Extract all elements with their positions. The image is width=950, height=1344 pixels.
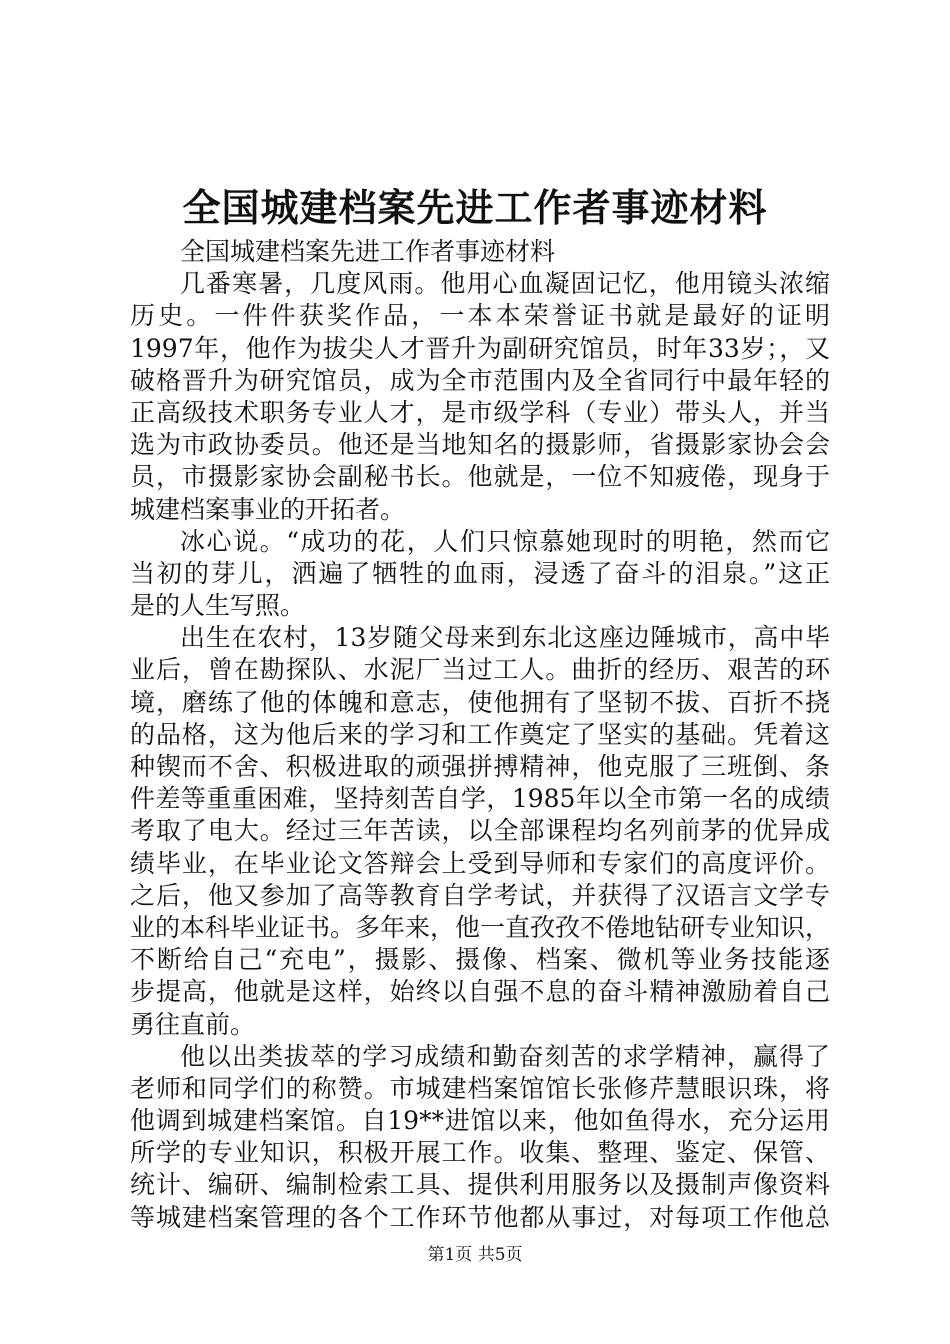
paragraph-line: 破格晋升为研究馆员，成为全市范围内及全省同行中最年轻的 xyxy=(130,365,830,395)
paragraph-line: 正高级技术职务专业人才，是市级学科（专业）带头人，并当 xyxy=(130,397,830,427)
paragraph-line: 城建档案事业的开拓者。 xyxy=(130,494,406,524)
paragraph-line: 的品格，这为他后来的学习和工作奠定了坚实的基础。凭着这 xyxy=(130,719,830,749)
paragraph-line: 1997年，他作为拔尖人才晋升为副研究馆员，时年33岁；，又 xyxy=(130,333,830,363)
paragraph-line: 件差等重重困难，坚持刻苦自学，1985年以全市第一名的成绩 xyxy=(130,784,830,814)
paragraph-line: 业后，曾在勘探队、水泥厂当过工人。曲折的经历、艰苦的环 xyxy=(130,655,830,685)
paragraph-line: 之后，他又参加了高等教育自学考试，并获得了汉语言文学专 xyxy=(130,880,830,910)
paragraph-line: 考取了电大。经过三年苦读，以全部课程均名列前茅的优异成 xyxy=(130,816,830,846)
paragraph-line: 业的本科毕业证书。多年来，他一直孜孜不倦地钻研专业知识， xyxy=(130,912,831,942)
document-title: 全国城建档案先进工作者事迹材料 xyxy=(182,185,768,230)
page-footer: 第1页 共5页 xyxy=(427,1245,523,1265)
paragraph-line: 勇往直前。 xyxy=(130,1009,256,1039)
paragraph-line: 步提高，他就是这样，始终以自强不息的奋斗精神激励着自己 xyxy=(130,977,830,1007)
paragraph-line: 当初的芽儿，洒遍了牺牲的血雨，浸透了奋斗的泪泉。”这正 xyxy=(130,558,830,588)
paragraph-line: 他调到城建档案馆。自19**进馆以来，他如鱼得水，充分运用 xyxy=(130,1106,830,1136)
paragraph-line: 是的人生写照。 xyxy=(130,591,306,621)
paragraph-line: 种锲而不舍、积极进取的顽强拼搏精神，他克服了三班倒、条 xyxy=(130,752,830,781)
paragraph-line: 他以出类拔萃的学习成绩和勤奋刻苦的求学精神，赢得了 xyxy=(180,1041,830,1071)
paragraph-line: 出生在农村，13岁随父母来到东北这座边陲城市，高中毕 xyxy=(180,623,830,653)
paragraph-line: 全国城建档案先进工作者事迹材料 xyxy=(180,237,556,266)
paragraph-line: 等城建档案管理的各个工作环节他都从事过，对每项工作他总 xyxy=(130,1202,830,1232)
paragraph-line: 不断给自己“充电”，摄影、摄像、档案、微机等业务技能逐 xyxy=(130,945,830,975)
document-body xyxy=(130,236,830,1234)
paragraph-line: 绩毕业，在毕业论文答辩会上受到导师和专家们的高度评价。 xyxy=(130,848,830,878)
paragraph-line: 几番寒暑，几度风雨。他用心血凝固记忆，他用镜头浓缩 xyxy=(180,269,830,299)
paragraph-line: 员，市摄影家协会副秘书长。他就是，一位不知疲倦，现身于 xyxy=(130,462,830,492)
paragraph-line: 冰心说。“成功的花，人们只惊慕她现时的明艳，然而它 xyxy=(180,526,830,556)
paragraph-line: 统计、编研、编制检索工具、提供利用服务以及摄制声像资料 xyxy=(130,1170,830,1200)
paragraph-line: 所学的专业知识，积极开展工作。收集、整理、鉴定、保管、 xyxy=(130,1138,830,1168)
paragraph-line: 境，磨练了他的体魄和意志，使他拥有了坚韧不拔、百折不挠 xyxy=(130,687,830,717)
paragraph-line: 老师和同学们的称赞。市城建档案馆馆长张修芹慧眼识珠，将 xyxy=(130,1073,830,1103)
paragraph-line: 选为市政协委员。他还是当地知名的摄影师，省摄影家协会会 xyxy=(130,430,830,460)
paragraph-line: 历史。一件件获奖作品，一本本荣誉证书就是最好的证明 xyxy=(130,301,830,331)
